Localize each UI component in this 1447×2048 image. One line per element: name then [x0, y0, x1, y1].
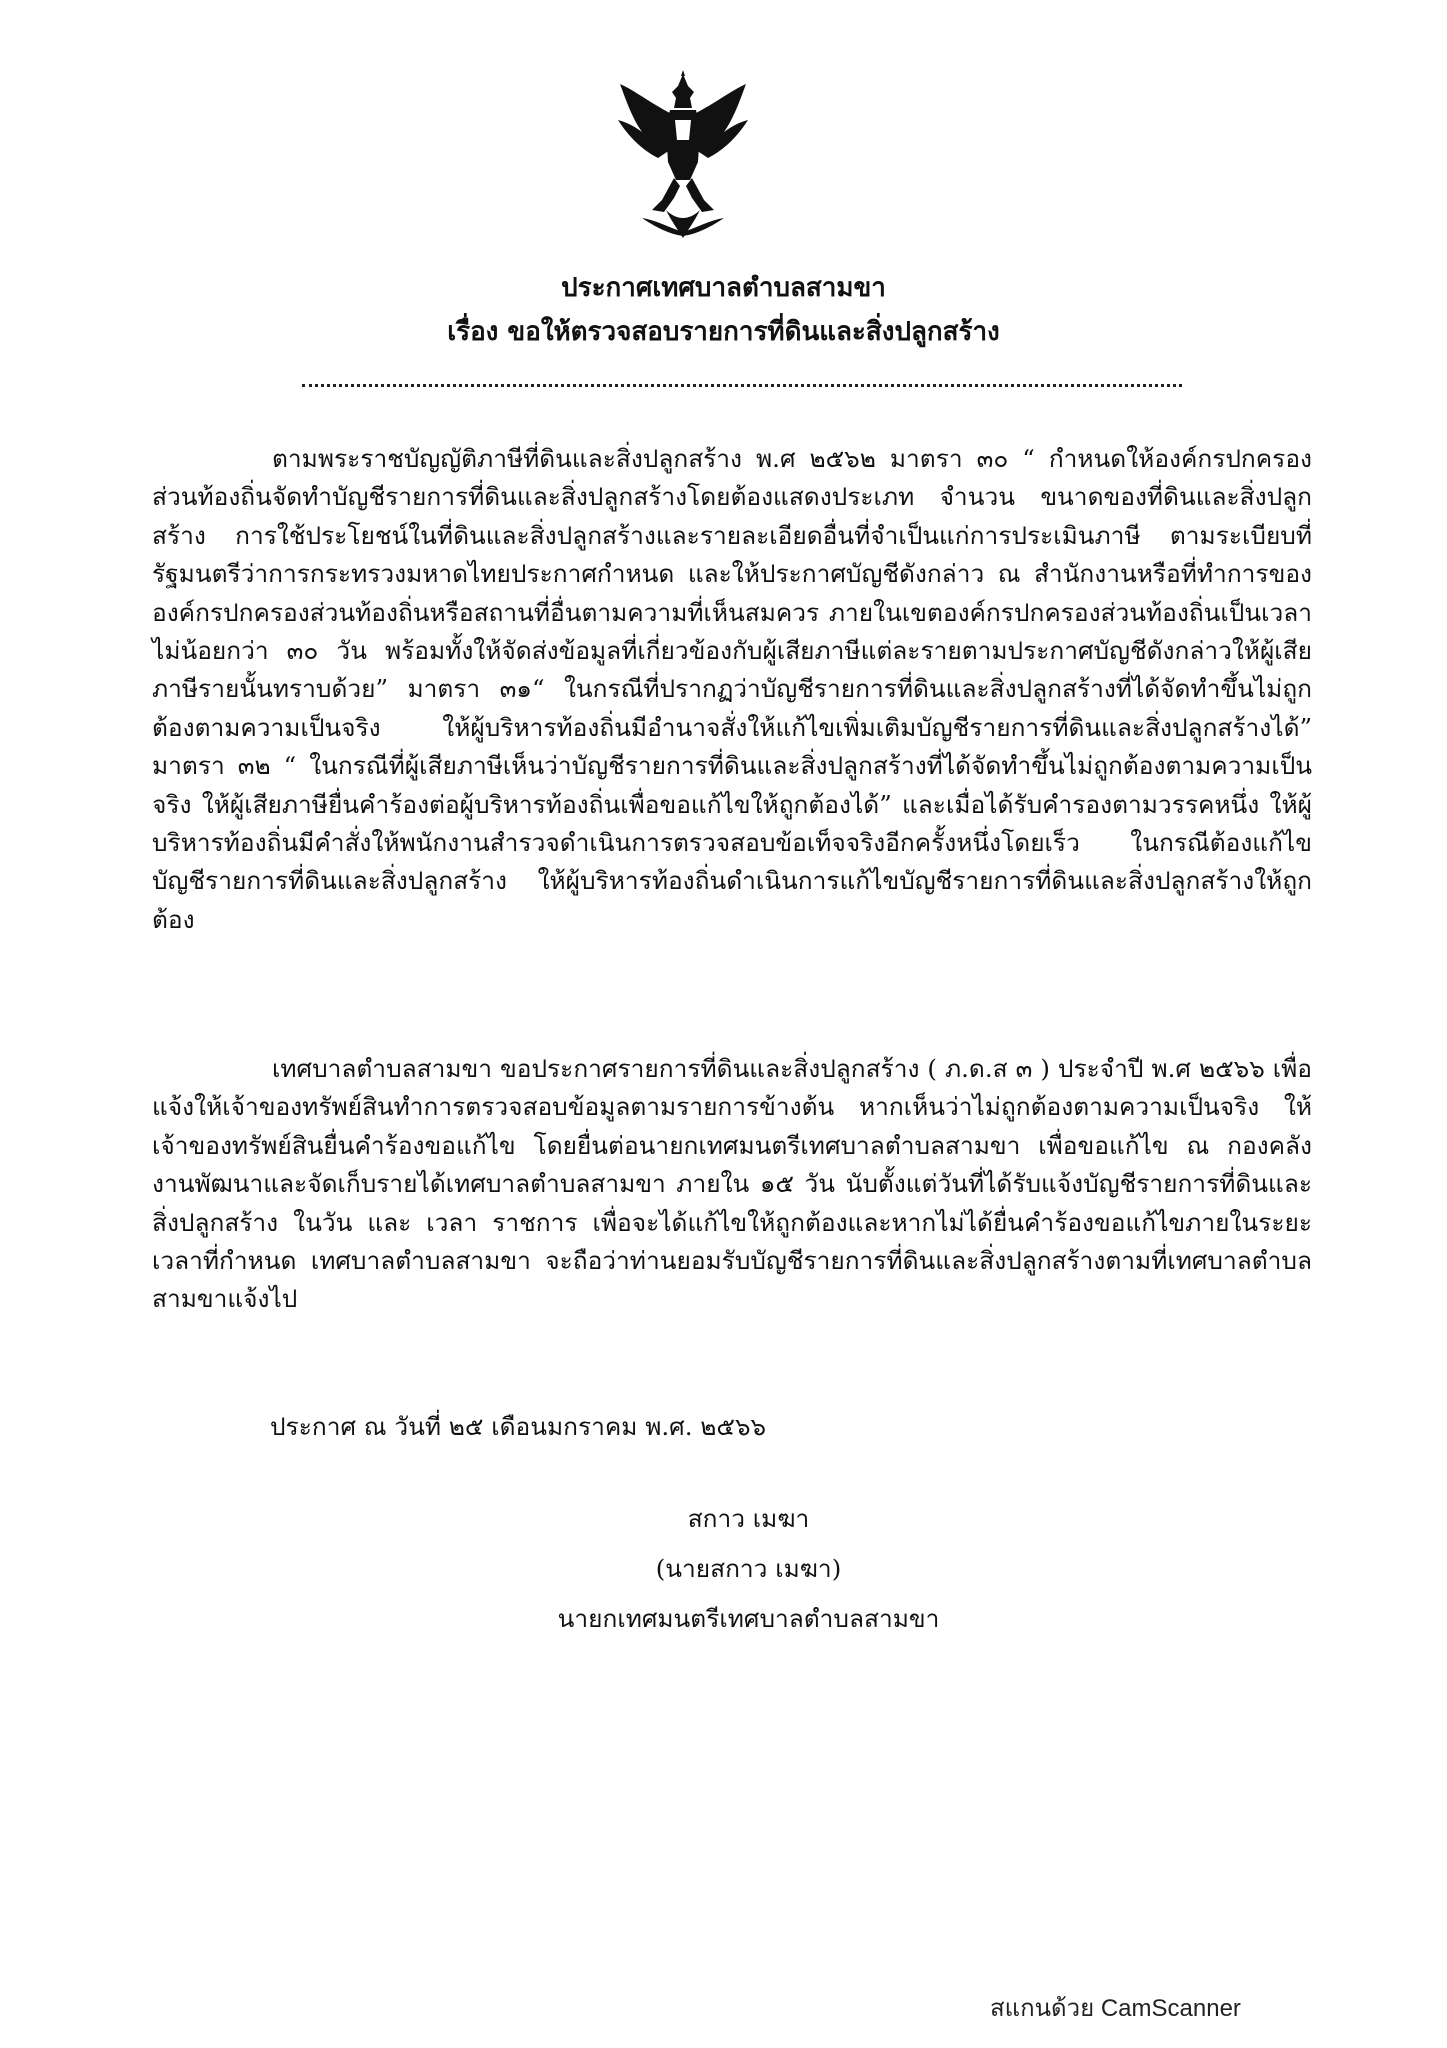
announcement-subject: เรื่อง ขอให้ตรวจสอบรายการที่ดินและสิ่งปลูกสร้าง	[447, 317, 1000, 347]
dotted-divider	[302, 384, 1182, 387]
signature-name: สกาว เมฆา	[687, 1504, 810, 1533]
garuda-emblem-icon	[612, 70, 754, 240]
scanner-watermark: สแกนด้วย CamScanner	[990, 1995, 1241, 2022]
announcement-date: ประกาศ ณ วันที่ ๒๕ เดือนมกราคม พ.ศ. ๒๕๖๖	[270, 1412, 767, 1441]
announcement-title: ประกาศเทศบาลตำบลสามขา	[561, 273, 886, 303]
body-paragraph-1: ตามพระราชบัญญัติภาษีที่ดินและสิ่งปลูกสร้าง พ.ศ ๒๕๖๒ มาตรา ๓๐ “ กำหนดให้องค์กรปกครองส่วนท้องถิ่นจัดทำบัญชีรายการที่ดินและสิ่งปลูกสร้างโดยต้องแสดงประเภท จำนวน ขนาดของที่ดินและสิ่งปลูกสร้าง การใช้ประโยชน์ในที่ดินและสิ่งปลูกสร้างและรายละเอียดอื่นที่จำเป็นแก่การประเมินภาษี ตามระเบียบที่รัฐมนตรีว่าการกระทรวงมหาดไทยประกาศกำหนด และให้ประกาศบัญชีดังกล่าว ณ สำนักงานหรือที่ทำการขององค์กรปกครองส่วนท้องถิ่นหรือสถานที่อื่นตามความที่เห็นสมควร ภายในเขตองค์กรปกครองส่วนท้องถิ่นเป็นเวลาไม่น้อยกว่า ๓๐ วัน พร้อมทั้งให้จัดส่งข้อมูลที่เกี่ยวข้องกับผู้เสียภาษีแต่ละรายตามประกาศบัญชีดังกล่าวให้ผู้เสียภาษีรายนั้นทราบด้วย” มาตรา ๓๑“ ในกรณีที่ปรากฏว่าบัญชีรายการที่ดินและสิ่งปลูกสร้างที่ได้จัดทำขึ้นไม่ถูกต้องตามความเป็นจริง ให้ผู้บริหารท้องถิ่นมีอำนาจสั่งให้แก้ไขเพิ่มเติมบัญชีรายการที่ดินและสิ่งปลูกสร้างได้” มาตรา ๓๒ “ ในกรณีที่ผู้เสียภาษีเห็นว่าบัญชีรายการที่ดินและสิ่งปลูกสร้างที่ได้จัดทำขึ้นไม่ถูกต้องตามความเป็นจริง ให้ผู้เสียภาษียื่นคำร้องต่อผู้บริหารท้องถิ่นเพื่อขอแก้ไขให้ถูกต้องได้” และเมื่อได้รับคำรองตามวรรคหนึ่ง ให้ผู้บริหารท้องถิ่นมีคำสั่งให้พนักงานสำรวจดำเนินการตรวจสอบข้อเท็จจริงอีกครั้งหนึ่งโดยเร็ว ในกรณีต้องแก้ไขบัญชีรายการที่ดินและสิ่งปลูกสร้าง ให้ผู้บริหารท้องถิ่นดำเนินการแก้ไขบัญชีรายการที่ดินและสิ่งปลูกสร้างให้ถูกต้อง	[152, 444, 1312, 934]
signatory-position: นายกเทศมนตรีเทศบาลตำบลสามขา	[557, 1604, 940, 1633]
signatory-full-name: (นายสกาว เมฆา)	[655, 1554, 842, 1583]
body-paragraph-2: เทศบาลตำบลสามขา ขอประกาศรายการที่ดินและสิ่งปลูกสร้าง ( ภ.ด.ส ๓ ) ประจำปี พ.ศ ๒๕๖๖ เพื่อแจ้งให้เจ้าของทรัพย์สินทำการตรวจสอบข้อมูลตามรายการข้างต้น หากเห็นว่าไม่ถูกต้องตามความเป็นจริง ให้เจ้าของทรัพย์สินยื่นคำร้องขอแก้ไข โดยยื่นต่อนายกเทศมนตรีเทศบาลตำบลสามขา เพื่อขอแก้ไข ณ กองคลังงานพัฒนาและจัดเก็บรายได้เทศบาลตำบลสามขา ภายใน ๑๕ วัน นับตั้งแต่วันที่ได้รับแจ้งบัญชีรายการที่ดินและสิ่งปลูกสร้าง ในวัน และ เวลา ราชการ เพื่อจะได้แก้ไขให้ถูกต้องและหากไม่ได้ยื่นคำร้องขอแก้ไขภายในระยะเวลาที่กำหนด เทศบาลตำบลสามขา จะถือว่าท่านยอมรับบัญชีรายการที่ดินและสิ่งปลูกสร้างตามที่เทศบาลตำบลสามขาแจ้งไป	[152, 1054, 1312, 1314]
